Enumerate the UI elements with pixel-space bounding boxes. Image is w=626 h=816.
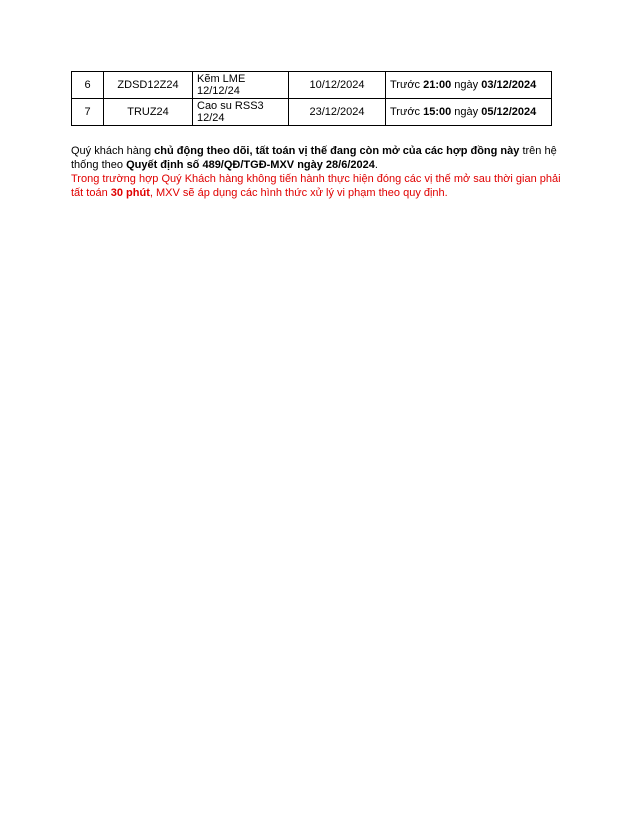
decision-reference: Quyết định số 489/QĐ/TGĐ-MXV ngày 28/6/2024 (126, 159, 375, 171)
notice-emphasis: chủ động theo dõi, tất toán vị thế đang còn mở của các hợp đồng này (154, 145, 520, 157)
contract-name-line1: Kẽm LME (197, 73, 246, 85)
deadline-prefix: Trước (390, 106, 424, 118)
contracts-table (71, 71, 552, 126)
closing-deadline (386, 99, 552, 126)
deadline-time: 21:00 (423, 79, 452, 91)
warning-text: , MXV sẽ áp dụng các hình thức xử lý vi phạm theo quy định. (149, 187, 448, 199)
deadline-mid: ngày (451, 79, 482, 91)
table-row (72, 72, 552, 99)
contract-name (193, 72, 289, 99)
notice-paragraph (71, 144, 561, 172)
contract-date: 10/12/2024 (289, 72, 386, 99)
warning-emphasis: 30 phút (110, 187, 150, 199)
warning-text: Trong trường hợp Quý Khách hàng không tiến hành thực hiện đóng các vị thế mở sau thời gian phải tất toán (71, 173, 561, 199)
contract-name-line2: 12/24 (197, 112, 225, 124)
deadline-prefix: Trước (390, 79, 424, 91)
contract-code: TRUZ24 (104, 99, 193, 126)
deadline-time: 15:00 (423, 106, 452, 118)
notice-text: . (374, 159, 378, 171)
contract-code: ZDSD12Z24 (104, 72, 193, 99)
notice-section (71, 144, 561, 200)
warning-paragraph (71, 172, 561, 200)
closing-deadline (386, 72, 552, 99)
deadline-mid: ngày (451, 106, 482, 118)
table-row (72, 99, 552, 126)
contract-name-line1: Cao su RSS3 (197, 100, 264, 112)
notice-text: trên hệ thống theo (71, 145, 557, 171)
contract-name (193, 99, 289, 126)
deadline-day: 05/12/2024 (481, 106, 537, 118)
deadline-day: 03/12/2024 (481, 79, 537, 91)
row-number: 7 (72, 99, 104, 126)
contract-date: 23/12/2024 (289, 99, 386, 126)
notice-text: Quý khách hàng (71, 145, 155, 157)
contract-name-line2: 12/12/24 (197, 85, 240, 97)
row-number: 6 (72, 72, 104, 99)
